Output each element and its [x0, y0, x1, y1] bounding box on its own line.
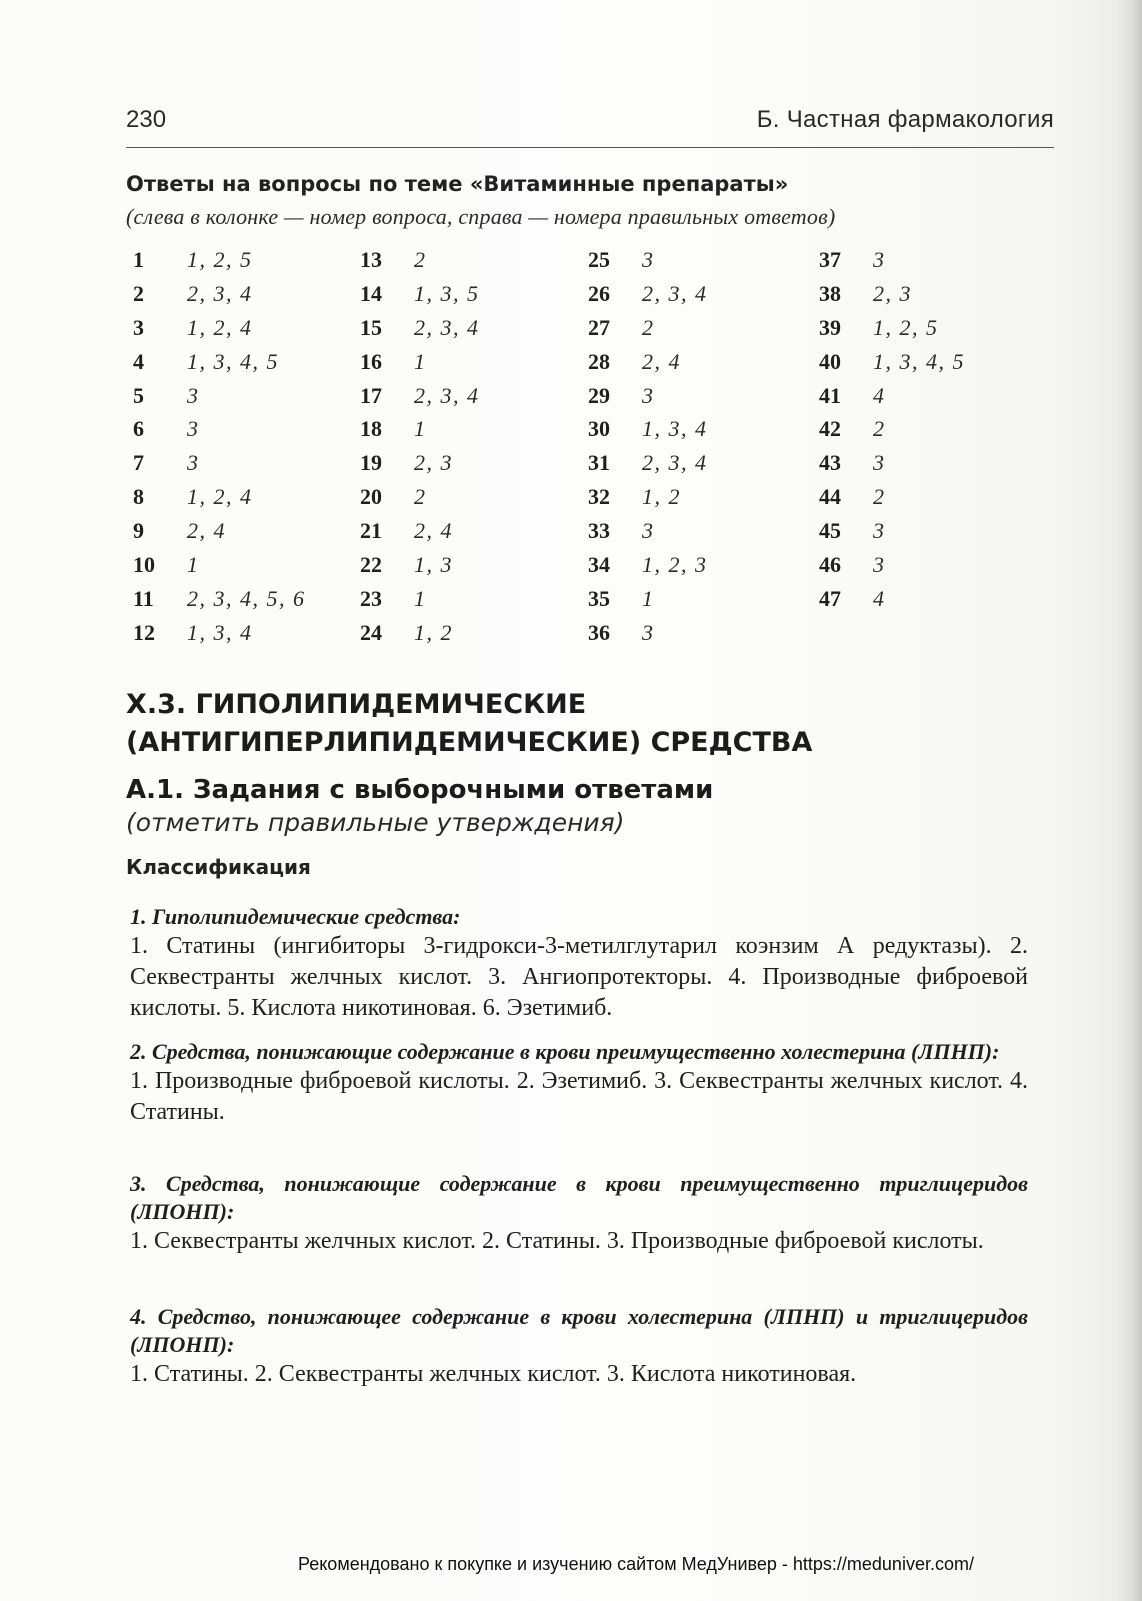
section-title [126, 686, 812, 762]
task-item [130, 1038, 1028, 1128]
question-number: 35 [588, 585, 610, 611]
question-number: 5 [133, 382, 144, 408]
correct-answers: 2, 3, 4, 5, 6 [187, 585, 306, 611]
task-question: 4. Средство, понижающее содержание в крови холестерина (ЛПНП) и триглицеридов (ЛПОНП): [130, 1304, 1028, 1357]
question-number: 7 [133, 450, 144, 476]
correct-answers: 1, 2, 4 [187, 314, 253, 340]
question-number: 3 [133, 314, 144, 340]
page-edge-shadow [1116, 0, 1142, 1601]
correct-answers: 1 [414, 585, 427, 611]
question-number: 23 [360, 585, 382, 611]
correct-answers: 3 [873, 552, 886, 578]
question-number: 40 [819, 348, 841, 374]
question-number: 31 [588, 450, 610, 476]
question-number: 25 [588, 247, 610, 272]
question-number: 18 [360, 416, 382, 442]
task-question: 3. Средства, понижающие содержание в крови преимущественно триглицеридов (ЛПОНП): [130, 1171, 1028, 1224]
correct-answers: 1, 2, 5 [873, 314, 939, 340]
section-title-line-2: (АНТИГИПЕРЛИПИДЕМИЧЕСКИЕ) СРЕДСТВА [126, 727, 813, 758]
question-number: 10 [133, 552, 155, 578]
correct-answers: 2 [414, 247, 427, 272]
question-number: 37 [819, 247, 841, 272]
answer-grid [133, 247, 1033, 657]
correct-answers: 3 [642, 518, 655, 544]
correct-answers: 1, 3, 5 [414, 280, 480, 306]
question-number: 44 [819, 484, 841, 510]
question-number: 21 [360, 518, 382, 544]
running-head [126, 106, 1054, 146]
correct-answers: 1, 2, 4 [187, 484, 253, 510]
task-item [130, 1303, 1028, 1390]
page-number: 230 [126, 106, 167, 133]
correct-answers: 3 [187, 450, 200, 476]
question-number: 2 [133, 280, 144, 306]
correct-answers: 2 [642, 314, 655, 340]
classification-heading: Классификация [126, 855, 311, 879]
task-options: 1. Секвестранты желчных кислот. 2. Статины. 3. Производные фиброевой кислоты. [130, 1228, 984, 1254]
correct-answers: 1 [187, 552, 200, 578]
question-number: 9 [133, 518, 144, 544]
correct-answers: 2 [873, 416, 886, 442]
question-number: 45 [819, 518, 841, 544]
question-number: 16 [360, 348, 382, 374]
question-number: 36 [588, 619, 610, 645]
correct-answers: 1, 2, 5 [187, 247, 253, 272]
correct-answers: 2 [414, 484, 427, 510]
question-number: 41 [819, 382, 841, 408]
question-number: 4 [133, 348, 144, 374]
question-number: 30 [588, 416, 610, 442]
task-question: 1. Гиполипидемические средства: [130, 904, 461, 929]
correct-answers: 1, 3, 4, 5 [187, 348, 279, 374]
correct-answers: 3 [873, 247, 886, 272]
correct-answers: 4 [873, 382, 886, 408]
correct-answers: 1 [414, 348, 427, 374]
correct-answers: 1 [642, 585, 655, 611]
correct-answers: 4 [873, 585, 886, 611]
question-number: 8 [133, 484, 144, 510]
question-number: 14 [360, 280, 382, 306]
task-item [130, 903, 1028, 1024]
correct-answers: 2, 3, 4 [414, 382, 480, 408]
question-number: 42 [819, 416, 841, 442]
question-number: 20 [360, 484, 382, 510]
correct-answers: 3 [187, 416, 200, 442]
correct-answers: 3 [642, 247, 655, 272]
question-number: 11 [133, 585, 154, 611]
question-number: 33 [588, 518, 610, 544]
correct-answers: 2, 3, 4 [414, 314, 480, 340]
question-number: 12 [133, 619, 155, 645]
task-question: 2. Средства, понижающие содержание в крови преимущественно холестерина (ЛПНП): [130, 1039, 1000, 1064]
footer-note: Рекомендовано к покупке и изучению сайтом МедУнивер - https://meduniver.com/ [298, 1554, 974, 1574]
subsection-title: А.1. Задания с выборочными ответами [126, 775, 714, 805]
correct-answers: 2, 4 [414, 518, 453, 544]
correct-answers: 1, 2, 3 [642, 552, 708, 578]
question-number: 13 [360, 247, 382, 272]
correct-answers: 2, 3, 4 [187, 280, 253, 306]
question-number: 32 [588, 484, 610, 510]
question-number: 27 [588, 314, 610, 340]
correct-answers: 3 [642, 382, 655, 408]
correct-answers: 2, 3 [873, 280, 912, 306]
correct-answers: 1, 2 [414, 619, 453, 645]
question-number: 6 [133, 416, 144, 442]
correct-answers: 3 [873, 518, 886, 544]
question-number: 47 [819, 585, 841, 611]
question-number: 1 [133, 247, 144, 272]
correct-answers: 1, 3, 4 [187, 619, 253, 645]
task-item [130, 1170, 1028, 1257]
question-number: 34 [588, 552, 610, 578]
header-rule [126, 147, 1054, 148]
correct-answers: 2, 3, 4 [642, 280, 708, 306]
subsection-note: (отметить правильные утверждения) [126, 808, 625, 837]
question-number: 29 [588, 382, 610, 408]
question-number: 38 [819, 280, 841, 306]
correct-answers: 2, 3 [414, 450, 453, 476]
question-number: 39 [819, 314, 841, 340]
correct-answers: 1, 3, 4, 5 [873, 348, 965, 374]
correct-answers: 3 [642, 619, 655, 645]
correct-answers: 2, 3, 4 [642, 450, 708, 476]
question-number: 24 [360, 619, 382, 645]
answers-subtitle: (слева в колонке — номер вопроса, справа — номера правильных ответов) [126, 204, 836, 229]
correct-answers: 3 [187, 382, 200, 408]
correct-answers: 3 [873, 450, 886, 476]
correct-answers: 2, 4 [187, 518, 226, 544]
question-number: 17 [360, 382, 382, 408]
answers-title: Ответы на вопросы по теме «Витаминные препараты» [126, 172, 789, 196]
question-number: 15 [360, 314, 382, 340]
correct-answers: 2, 4 [642, 348, 681, 374]
question-number: 19 [360, 450, 382, 476]
task-options: 1. Статины (ингибиторы 3-гидрокси-3-метилглутарил коэнзим А редуктазы). 2. Секвестранты желчных кислот. 3. Ангиопротекторы. 4. Производные фиброевой кислоты. 5. Кислота никотиновая. 6. Эзетимиб. [130, 933, 1028, 1021]
correct-answers: 2 [873, 484, 886, 510]
correct-answers: 1, 3, 4 [642, 416, 708, 442]
chapter-title: Б. Частная фармакология [756, 106, 1054, 133]
question-number: 43 [819, 450, 841, 476]
task-options: 1. Производные фиброевой кислоты. 2. Эзетимиб. 3. Секвестранты желчных кислот. 4. Статины. [130, 1068, 1028, 1125]
question-number: 22 [360, 552, 382, 578]
correct-answers: 1, 3 [414, 552, 453, 578]
question-number: 28 [588, 348, 610, 374]
task-options: 1. Статины. 2. Секвестранты желчных кислот. 3. Кислота никотиновая. [130, 1361, 857, 1387]
question-number: 26 [588, 280, 610, 306]
section-title-line-1: X.3. ГИПОЛИПИДЕМИЧЕСКИЕ [126, 689, 587, 720]
correct-answers: 1, 2 [642, 484, 681, 510]
question-number: 46 [819, 552, 841, 578]
correct-answers: 1 [414, 416, 427, 442]
